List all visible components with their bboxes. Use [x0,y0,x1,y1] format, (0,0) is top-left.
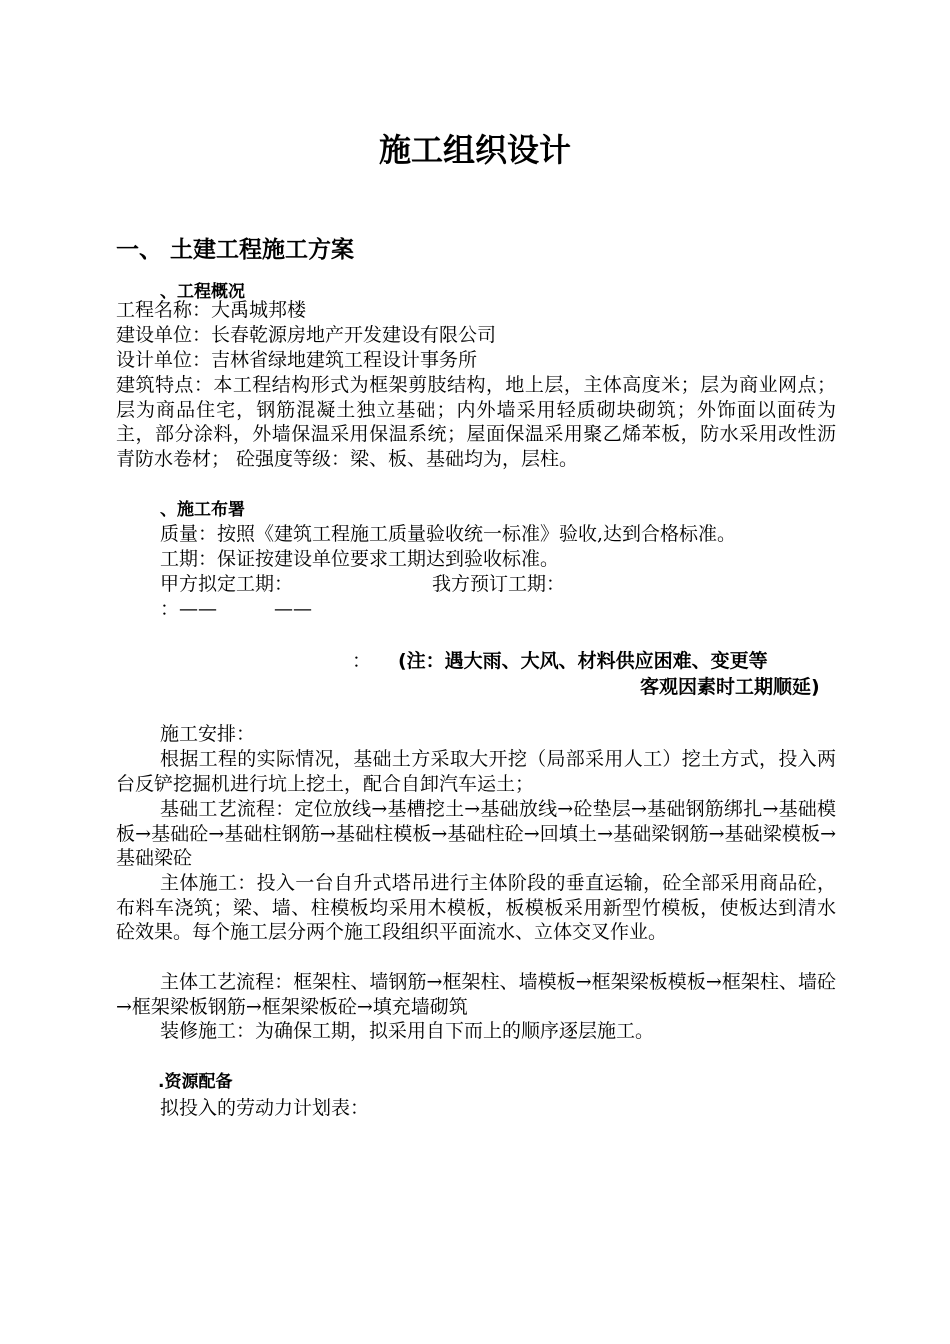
labor-plan-label: 拟投入的劳动力计划表： [160,1097,370,1119]
period-text: 工期：保证按建设单位要求工期达到验收标准。 [160,548,560,570]
party-a-period-label: 甲方拟定工期： [160,573,294,595]
section-number: 一、 [116,237,162,263]
note-first-line: (注：遇大雨、大风、材料供应困难、变更等 [398,650,768,672]
deployment-heading: 、施工布署 [160,500,245,520]
resources-heading: .资源配备 [158,1072,233,1092]
builder-unit: 建设单位：长春乾源房地产开发建设有限公司 [116,324,497,346]
quality-text: 质量：按照《建筑工程施工质量验收统一标准》验收,达到合格标准。 [160,523,737,545]
arrangement-label: 施工安排： [160,723,256,745]
note-continuation: 客观因素时工期顺延) [640,676,820,698]
building-features: 建筑特点：本工程结构形式为框架剪肢结构，地上层，主体高度米；层为商业网点；层为商品住宅，钢筋混凝土独立基础；内外墙采用轻质砌块砌筑；外饰面以面砖为主，部分涂料，外墙保温采用保温系统；屋面保温采用聚乙烯苯板，防水采用改性沥青防水卷材； 砼强度等级：梁、板、基础均为，层柱。 [116,374,836,470]
main-construction-text: 主体施工：投入一台自升式塔吊进行主体阶段的垂直运输，砼全部采用商品砼，布料车浇筑；梁、墙、柱模板均采用木模板，板模板采用新型竹模板，使板达到清水砼效果。每个施工层分两个施工段组织平面流水、立体交叉作业。 [116,872,836,944]
design-unit: 设计单位：吉林省绿地建筑工程设计事务所 [116,349,478,371]
period-dash-row: ：—— —— [160,598,313,620]
foundation-flow-text: 基础工艺流程：定位放线→基槽挖土→基础放线→砼垫层→基础钢筋绑扎→基础模板→基础砼→基础柱钢筋→基础柱模板→基础柱砼→回填土→基础梁钢筋→基础梁模板→基础梁砼 [116,798,836,870]
overview-heading: 、工程概况 [160,282,245,302]
section-title: 土建工程施工方案 [170,237,354,263]
page-title: 施工组织设计 [378,131,571,169]
finishing-text: 装修施工：为确保工期，拟采用自下而上的顺序逐层施工。 [160,1020,655,1042]
earthwork-text: 根据工程的实际情况，基础土方采取大开挖（局部采用人工）挖土方式，投入两台反铲挖掘机进行坑上挖土，配合自卸汽车运土； [116,748,836,795]
note-colon: ： [352,650,372,672]
our-period-label: 我方预订工期： [432,573,566,595]
main-flow-text: 主体工艺流程：框架柱、墙钢筋→框架柱、墙模板→框架梁板模板→框架柱、墙砼→框架梁板钢筋→框架梁板砼→填充墙砌筑 [116,971,836,1018]
project-name: 工程名称：大禹城邦楼 [116,299,307,321]
section-heading-1 [116,234,354,266]
